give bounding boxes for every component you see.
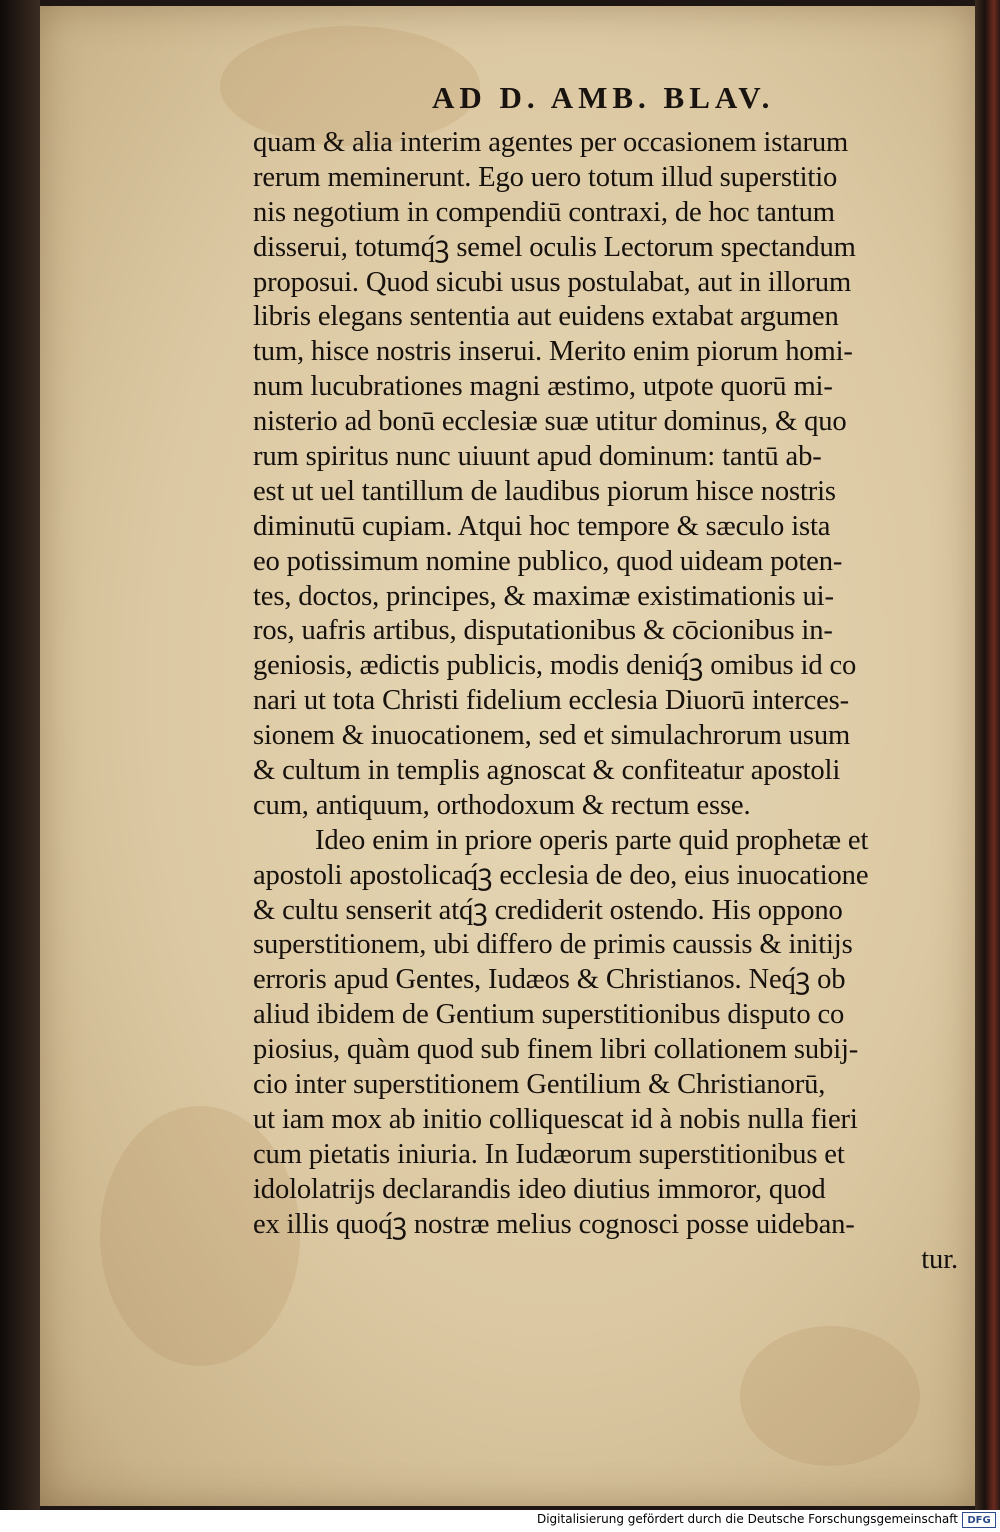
text-line: rum spiritus nunc uiuunt apud dominum: tantū ab- xyxy=(253,441,822,473)
text-line: cum, antiquum, orthodoxum & rectum esse. xyxy=(253,789,751,821)
book-binding-left xyxy=(0,0,40,1510)
running-head: AD D. AMB. BLAV. xyxy=(432,80,775,115)
funding-credit: Digitalisierung gefördert durch die Deutsche Forschungsgemeinschaft xyxy=(536,1512,958,1526)
text-line: num lucubrationes magni æstimo, utpote quorū mi- xyxy=(253,371,833,403)
paragraph-first-line: Ideo enim in priore operis parte quid prophetæ et xyxy=(315,824,869,856)
text-line: tes, doctos, principes, & maximæ existimationis ui- xyxy=(253,580,834,612)
text-line: geniosis, ædictis publicis, modis deniq́ꝫ omibus id co xyxy=(253,650,857,682)
text-line: aliud ibidem de Gentium superstitionibus disputo co xyxy=(253,999,845,1031)
text-line: cio inter superstitionem Gentilium & Christianorū, xyxy=(253,1069,826,1101)
text-line: cum pietatis iniuria. In Iudæorum superstitionibus et xyxy=(253,1138,845,1170)
text-line: proposui. Quod sicubi usus postulabat, aut in illorum xyxy=(253,266,852,298)
text-line: ros, uafris artibus, disputationibus & cōcionibus in- xyxy=(253,615,833,647)
text-line: diminutū cupiam. Atqui hoc tempore & sæculo ista xyxy=(253,510,831,542)
text-line: sionem & inuocationem, sed et simulachrorum usum xyxy=(253,720,851,752)
dfg-logo: DFG xyxy=(962,1512,996,1528)
text-line: erroris apud Gentes, Iudæos & Christianos. Neq́ꝫ ob xyxy=(253,964,846,996)
text-line: ex illis quoq́ꝫ nostræ melius cognosci posse uideban- xyxy=(253,1208,855,1240)
text-line: est ut uel tantillum de laudibus piorum hisce nostris xyxy=(253,475,836,507)
text-line: eo potissimum nomine publico, quod uideam poten- xyxy=(253,545,843,577)
final-word-line: tur. xyxy=(921,1243,958,1275)
text-line: nis negotium in compendiū contraxi, de hoc tantum xyxy=(253,196,835,228)
text-line: & cultum in templis agnoscat & confiteatur apostoli xyxy=(253,755,841,787)
book-edge-right xyxy=(975,0,1000,1510)
digitization-footer xyxy=(0,1510,1000,1532)
text-line: idololatrijs declarandis ideo diutius immoror, quod xyxy=(253,1173,826,1205)
text-line: tum, hisce nostris inserui. Merito enim piorum homi- xyxy=(253,336,853,368)
text-line: piosius, quàm quod sub finem libri collationem subij- xyxy=(253,1034,859,1066)
text-line: & cultu senserit atq́ꝫ crediderit ostendo. His oppono xyxy=(253,894,843,926)
text-line: quam & alia interim agentes per occasionem istarum xyxy=(253,127,849,158)
paper-stain xyxy=(740,1326,920,1466)
text-line: superstitionem, ubi differo de primis caussis & initijs xyxy=(253,929,853,961)
text-line: rerum meminerunt. Ego uero totum illud superstitio xyxy=(253,161,838,193)
text-line: disserui, totumq́ꝫ semel oculis Lectorum spectandum xyxy=(253,231,856,263)
body-text xyxy=(253,126,968,1277)
text-line: apostoli apostolicaq́ꝫ ecclesia de deo, eius inuocatione xyxy=(253,859,869,891)
text-line: nari ut tota Christi fidelium ecclesia Diuorū interces- xyxy=(253,685,850,717)
text-line: nisterio ad bonū ecclesiæ suæ utitur dominus, & quo xyxy=(253,406,847,438)
text-line: libris elegans sententia aut euidens extabat argumen xyxy=(253,301,839,333)
text-line: ut iam mox ab initio colliquescat id à nobis nulla fieri xyxy=(253,1103,858,1135)
